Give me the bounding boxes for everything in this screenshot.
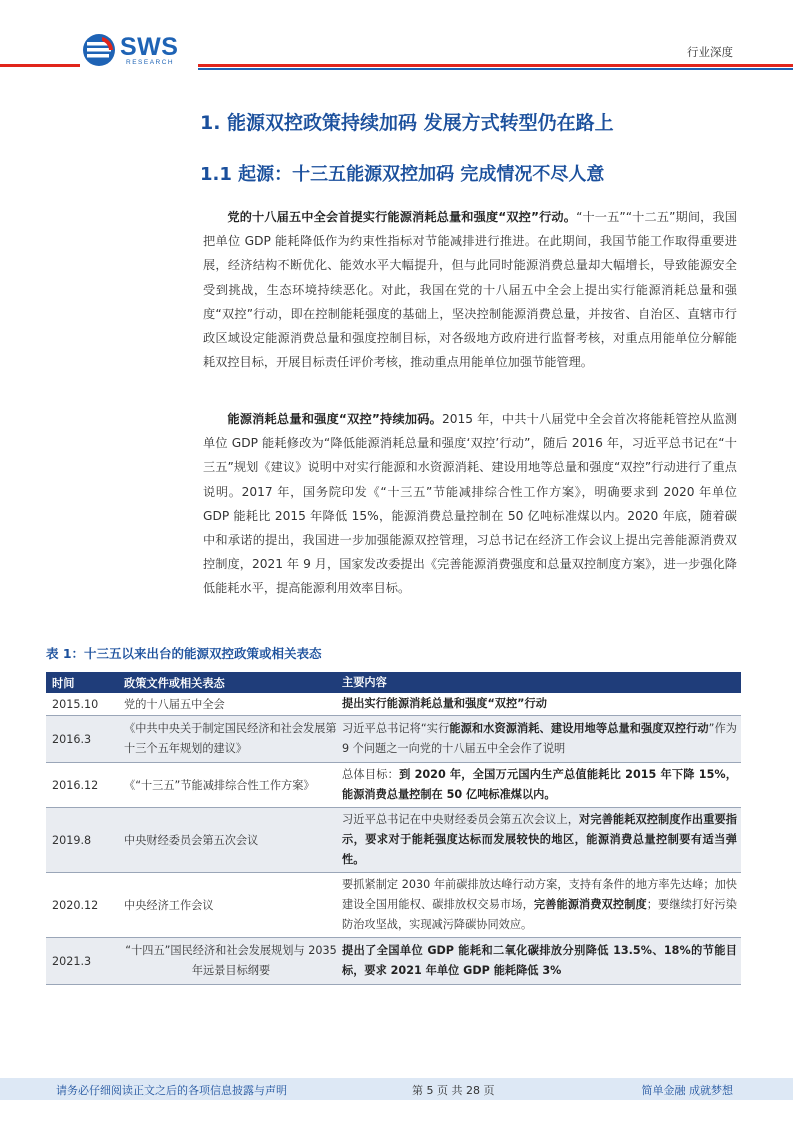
logo-sub: RESEARCH [126,58,175,66]
paragraph-1-lead: 党的十八届五中全会首提实行能源消耗总量和强度“双控”行动。 [227,210,577,224]
header-date: 时间 [52,676,75,690]
table-caption: 表 1：十三五以来出台的能源双控政策或相关表态 [46,646,322,661]
header-rule-blue [198,68,793,70]
section-heading-1: 1. 能源双控政策持续加码 发展方式转型仍在路上 [200,112,614,134]
cell-content: 习近平总书记在中央财经委员会第五次会议上，对完善能耗双控制度作出重要指示，要求对于能耗强度达标而发展较快的地区，能源消费总量控制要有适当弹性。 [342,813,737,866]
cell-date: 2021.3 [52,954,92,968]
page-header [0,0,793,80]
table-row [46,808,741,873]
sws-logo [82,32,192,68]
cell-doc: 《“十三五”节能减排综合性工作方案》 [124,779,315,792]
cell-date: 2019.8 [52,833,92,847]
header-rule-red [198,64,793,67]
cell-doc: 《中共中央关于制定国民经济和社会发展第十三个五年规划的建议》 [124,722,337,755]
header-content: 主要内容 [342,675,387,689]
cell-content: 要抓紧制定 2030 年前碳排放达峰行动方案，支持有条件的地方率先达峰；加快建设全国用能权、碳排放权交易市场，完善能源消费双控制度；要继续打好污染防治攻坚战，实现减污降碳协同效应。 [342,878,737,931]
cell-doc: 党的十八届五中全会 [124,698,225,711]
paragraph-1-body: “十一五”“十二五”期间，我国把单位 GDP 能耗降低作为约束性指标对节能减排进行推进。在此期间，我国节能工作取得重要进展，经济结构不断优化、能效水平大幅提升，但与此同时能源消费总量却大幅增长，导致能源安全受到挑战，生态环境持续恶化。对此，我国在党的十八届五中全会上提出实行能源消耗总量和强度“双控”行动，即在控制能耗强度的基础上，坚决控制能源消费总量，并按省、自治区、直辖市行政区域设定能源消费总量和强度控制目标，对各级地方政府进行监督考核，对重点用能单位分解能耗双控目标，开展目标责任评价考核，推动重点用能单位加强节能管理。 [203,210,737,370]
paragraph-1 [203,205,737,374]
cell-date: 2015.10 [52,697,99,711]
cell-date: 2016.12 [52,778,99,792]
logo-name: SWS [120,32,179,61]
footer-disclaimer: 请务必仔细阅读正文之后的各项信息披露与声明 [56,1084,287,1097]
cell-content: 习近平总书记将“实行能源和水资源消耗、建设用地等总量和强度双控行动”作为 9 个问题之一向党的十八届五中全会作了说明 [342,722,737,755]
report-type-label: 行业深度 [687,45,733,59]
cell-doc: “十四五”国民经济和社会发展规划与 2035 年远景目标纲要 [125,944,337,977]
footer-page-number: 第 5 页 共 28 页 [412,1084,495,1097]
table-row [46,693,741,716]
cell-content: 提出了全国单位 GDP 能耗和二氧化碳排放分别降低 13.5%、18%的节能目标，要求 2021 年单位 GDP 能耗降低 3% [342,944,737,977]
policy-table [46,672,741,985]
paragraph-2-lead: 能源消耗总量和强度“双控”持续加码。 [227,412,442,426]
cell-doc: 中央财经委员会第五次会议 [124,834,259,847]
cell-content: 提出实行能源消耗总量和强度“双控”行动 [342,697,547,710]
footer-slogan: 简单金融 成就梦想 [641,1084,733,1097]
table-row [46,716,741,763]
page-footer [0,1078,793,1100]
paragraph-2-body: 2015 年，中共十八届党中全会首次将能耗管控从监测单位 GDP 能耗修改为“降低能源消耗总量和强度‘双控’行动”，随后 2016 年，习近平总书记在“十三五”规划《建议》说明中对实行能源和水资源消耗、建设用地等总量和强度“双控”行动进行了重点说明。2017 年，国务院印发《“十三五”节能减排综合性工作方案》，明确要求到 2020 年单位 GDP 能耗比 2015 年降低 15%，能源消费总量控制在 50 亿吨标准煤以内。2020 年底，随着碳中和承诺的提出，我国进一步加强能源双控管理，习总书记在经济工作会议上提出完善能源消费双控制度，2021 年 9 月，国家发改委提出《完善能源消费强度和总量双控制度方案》，进一步强化降低能耗水平，提高能源利用效率目标。 [203,412,738,596]
section-heading-1-1: 1.1 起源：十三五能源双控加码 完成情况不尽人意 [200,164,605,185]
sws-logo-mark-icon [82,33,116,67]
table-row [46,873,741,938]
cell-date: 2016.3 [52,732,92,746]
table-header-row [46,672,741,693]
table-row [46,938,741,985]
cell-content: 总体目标：到 2020 年，全国万元国内生产总值能耗比 2015 年下降 15%，能源消费总量控制在 50 亿吨标准煤以内。 [342,768,737,801]
paragraph-2 [203,407,737,601]
header-doc: 政策文件或相关表态 [124,676,225,690]
header-rule-left [0,64,80,67]
cell-date: 2020.12 [52,898,99,912]
table-row [46,763,741,808]
cell-doc: 中央经济工作会议 [124,899,214,912]
